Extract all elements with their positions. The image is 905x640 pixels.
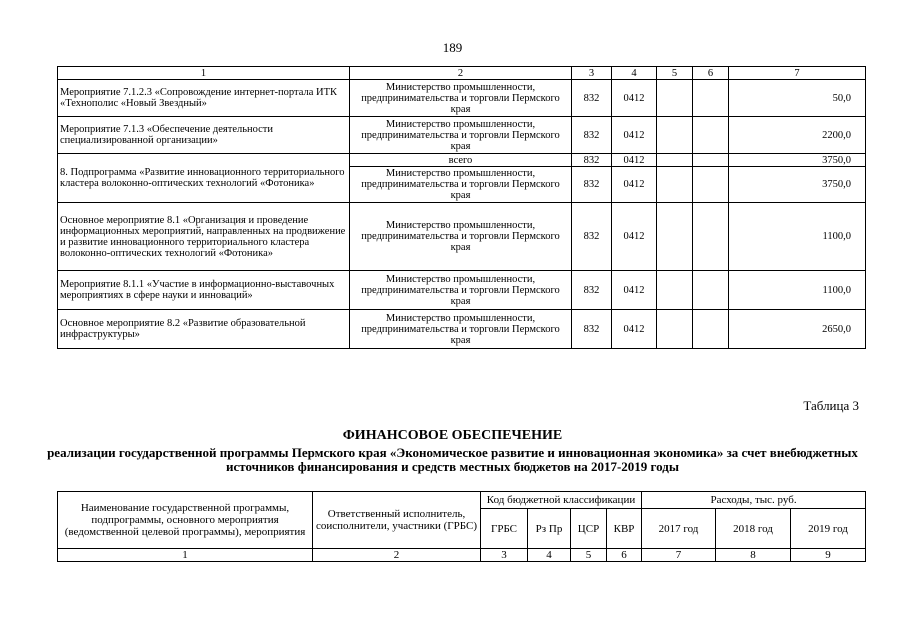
column-number-row — [58, 67, 866, 80]
header-2017: 2017 год — [642, 509, 716, 549]
section-title: ФИНАНСОВОЕ ОБЕСПЕЧЕНИЕ — [342, 428, 563, 443]
rzpr-code: 0412 — [612, 310, 657, 349]
table-row — [58, 203, 866, 271]
col-number: 5 — [571, 549, 607, 562]
amount: 3750,0 — [729, 167, 866, 203]
rzpr-code: 0412 — [612, 80, 657, 117]
csr-code — [657, 203, 693, 271]
page-number: 189 — [442, 40, 463, 55]
grbs-code: 832 — [572, 154, 612, 167]
program-item-name: Мероприятие 8.1.1 «Участие в информационно-выставочных мероприятиях в сфере науки и инноваций» — [58, 271, 350, 310]
col-number: 8 — [716, 549, 791, 562]
amount: 3750,0 — [729, 154, 866, 167]
table-row — [58, 80, 866, 117]
header-rzpr: Рз Пр — [528, 509, 571, 549]
financing-table — [57, 491, 866, 562]
rzpr-code: 0412 — [612, 167, 657, 203]
csr-code — [657, 310, 693, 349]
col-number: 6 — [607, 549, 642, 562]
program-item-name: Основное мероприятие 8.2 «Развитие образовательной инфраструктуры» — [58, 310, 350, 349]
col-number: 2 — [350, 67, 572, 80]
amount: 2650,0 — [729, 310, 866, 349]
csr-code — [657, 167, 693, 203]
program-item-name: Основное мероприятие 8.1 «Организация и проведение информационных мероприятий, направленных на продвижение и развитие инновационного территориального кластера волоконно-оптических технологий «Фотоника» — [58, 203, 350, 271]
table-row — [58, 271, 866, 310]
kvr-code — [693, 310, 729, 349]
rzpr-code: 0412 — [612, 117, 657, 154]
kvr-code — [693, 154, 729, 167]
header-2018: 2018 год — [716, 509, 791, 549]
responsible-executor: всего — [350, 154, 572, 167]
amount: 50,0 — [729, 80, 866, 117]
kvr-code — [693, 80, 729, 117]
header-grbs: ГРБС — [481, 509, 528, 549]
col-number: 6 — [693, 67, 729, 80]
col-number: 4 — [612, 67, 657, 80]
rzpr-code: 0412 — [612, 154, 657, 167]
col-number: 3 — [572, 67, 612, 80]
col-number: 9 — [791, 549, 866, 562]
amount: 1100,0 — [729, 271, 866, 310]
grbs-code: 832 — [572, 203, 612, 271]
col-number: 7 — [729, 67, 866, 80]
table-number-label: Таблица 3 — [803, 398, 859, 413]
responsible-executor: Министерство промышленности, предпринимательства и торговли Пермского края — [350, 271, 572, 310]
col-number: 7 — [642, 549, 716, 562]
header-kvr: КВР — [607, 509, 642, 549]
responsible-executor: Министерство промышленности, предпринимательства и торговли Пермского края — [350, 203, 572, 271]
csr-code — [657, 271, 693, 310]
header-executor: Ответственный исполнитель, соисполнители, участники (ГРБС) — [313, 492, 481, 549]
responsible-executor: Министерство промышленности, предпринимательства и торговли Пермского края — [350, 117, 572, 154]
col-number: 3 — [481, 549, 528, 562]
table-row — [58, 154, 866, 167]
grbs-code: 832 — [572, 310, 612, 349]
expenses-table-continued — [57, 66, 866, 349]
kvr-code — [693, 117, 729, 154]
kvr-code — [693, 203, 729, 271]
header-expenses: Расходы, тыс. руб. — [642, 492, 866, 509]
amount: 2200,0 — [729, 117, 866, 154]
responsible-executor: Министерство промышленности, предпринимательства и торговли Пермского края — [350, 167, 572, 203]
header-budget-code: Код бюджетной классификации — [481, 492, 642, 509]
col-number: 4 — [528, 549, 571, 562]
table-row — [58, 310, 866, 349]
kvr-code — [693, 271, 729, 310]
col-number: 1 — [58, 67, 350, 80]
table-row — [58, 117, 866, 154]
program-item-name: Мероприятие 7.1.3 «Обеспечение деятельности специализированной организации» — [58, 117, 350, 154]
kvr-code — [693, 167, 729, 203]
grbs-code: 832 — [572, 167, 612, 203]
col-number: 2 — [313, 549, 481, 562]
grbs-code: 832 — [572, 271, 612, 310]
section-subtitle: реализации государственной программы Пермского края «Экономическое развитие и инновационная экономика» за счет внебюджетных источников финансирования и средств местных бюджетов на 2017-2019 годы — [47, 445, 858, 474]
responsible-executor: Министерство промышленности, предпринимательства и торговли Пермского края — [350, 80, 572, 117]
csr-code — [657, 117, 693, 154]
grbs-code: 832 — [572, 80, 612, 117]
amount: 1100,0 — [729, 203, 866, 271]
grbs-code: 832 — [572, 117, 612, 154]
csr-code — [657, 154, 693, 167]
csr-code — [657, 80, 693, 117]
program-item-name: Мероприятие 7.1.2.3 «Сопровождение интернет-портала ИТК «Технополис «Новый Звездный» — [58, 80, 350, 117]
header-2019: 2019 год — [791, 509, 866, 549]
responsible-executor: Министерство промышленности, предпринимательства и торговли Пермского края — [350, 310, 572, 349]
col-number: 1 — [58, 549, 313, 562]
header-csr: ЦСР — [571, 509, 607, 549]
rzpr-code: 0412 — [612, 271, 657, 310]
column-number-row — [58, 549, 866, 562]
col-number: 5 — [657, 67, 693, 80]
header-row — [58, 492, 866, 509]
header-name: Наименование государственной программы, подпрограммы, основного мероприятия (ведомственной целевой программы), мероприятия — [58, 492, 313, 549]
rzpr-code: 0412 — [612, 203, 657, 271]
program-item-name: 8. Подпрограмма «Развитие инновационного территориального кластера волоконно-оптических технологий «Фотоника» — [58, 154, 350, 203]
